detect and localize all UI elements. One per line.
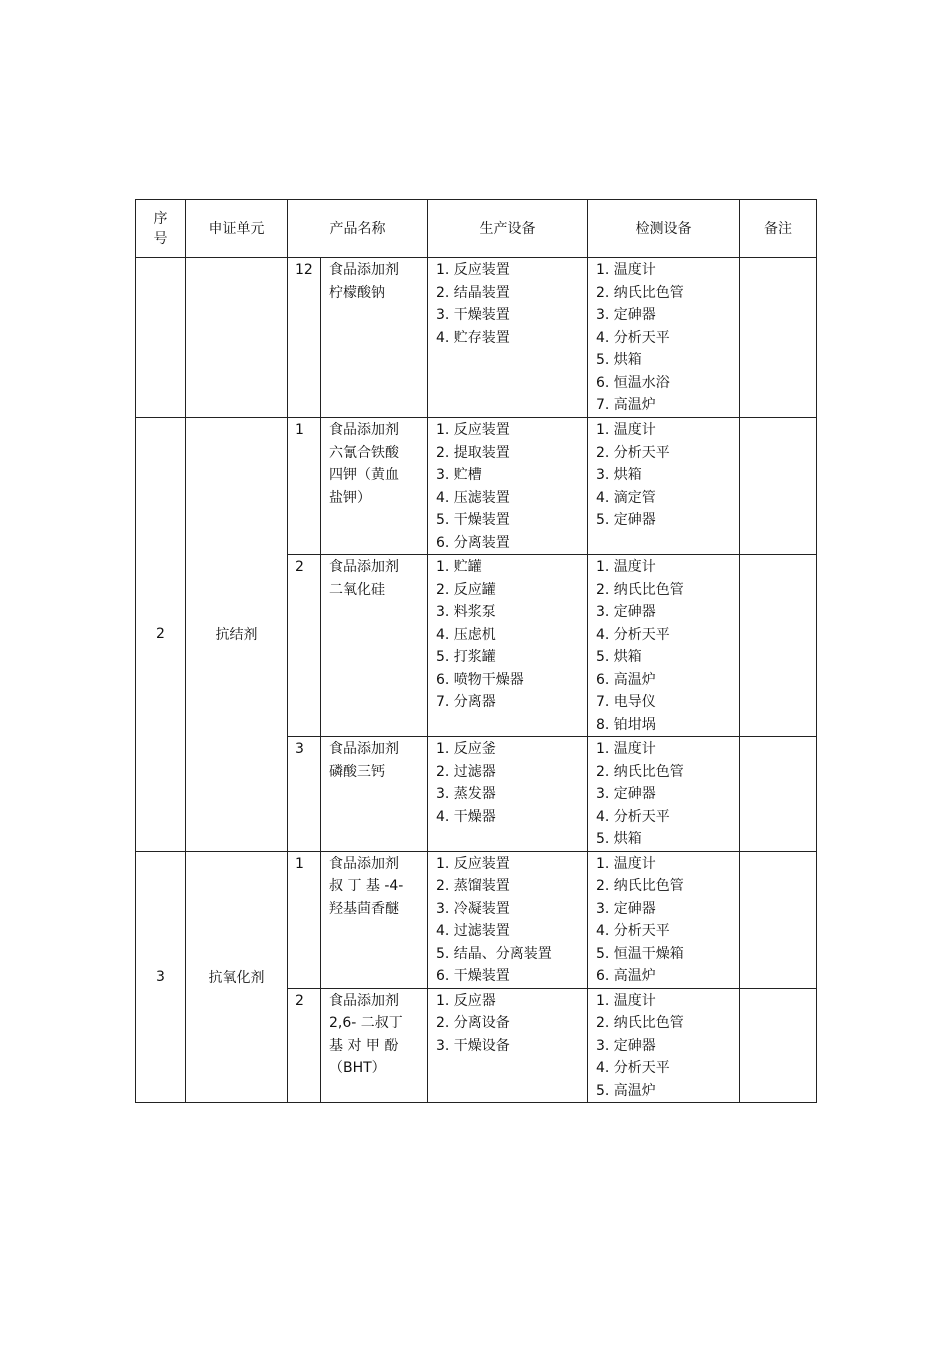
production-equipment-item: 6. 干燥装置 — [436, 968, 510, 984]
sub-seq-text: 2 — [295, 992, 304, 1009]
group-unit-cell: 抗氧化剂 — [186, 851, 288, 1103]
testing-equipment-item: 1. 温度计 — [596, 855, 656, 872]
testing-equipment-item: 3. 定砷器 — [596, 604, 656, 620]
product-name-line: 食品添加剂 — [329, 559, 399, 575]
group-seq-cell — [136, 258, 186, 418]
remarks-cell — [740, 988, 817, 1103]
testing-equipment-item: 4. 分析天平 — [596, 808, 670, 825]
product-name-line: 六氰合铁酸 — [329, 444, 399, 461]
testing-equipment-item: 3. 定砷器 — [596, 1037, 656, 1054]
sub-seq-text: 2 — [295, 559, 304, 575]
production-equipment-item: 4. 干燥器 — [436, 808, 496, 825]
testing-equipment-cell — [588, 258, 740, 418]
product-name-line: （BHT） — [329, 1060, 386, 1076]
testing-equipment-item: 2. 纳氏比色管 — [596, 763, 684, 780]
production-equipment-item: 1. 反应装置 — [436, 262, 510, 278]
table-row — [136, 258, 817, 418]
group-unit-cell — [186, 258, 288, 418]
testing-equipment-cell — [588, 418, 740, 555]
product-name-cell — [321, 851, 428, 988]
sub-seq-cell — [288, 737, 321, 852]
production-equipment-item: 2. 结晶装置 — [436, 284, 510, 301]
testing-equipment-item: 2. 纳氏比色管 — [596, 581, 684, 598]
testing-equipment-item: 4. 分析天平 — [596, 626, 670, 643]
sub-seq-text: 1 — [295, 855, 304, 872]
production-equipment-item: 4. 过滤装置 — [436, 923, 510, 939]
testing-equipment-item: 1. 温度计 — [596, 741, 656, 757]
testing-equipment-item: 2. 纳氏比色管 — [596, 878, 684, 894]
group-seq-cell: 3 — [136, 851, 186, 1103]
production-equipment-item: 2. 蒸馏装置 — [436, 878, 510, 894]
sub-seq-text: 3 — [295, 741, 304, 757]
production-equipment-item: 2. 过滤器 — [436, 763, 496, 780]
header-row — [136, 200, 817, 258]
product-name-line: 基 对 甲 酚 — [329, 1037, 399, 1054]
testing-equipment-item: 2. 纳氏比色管 — [596, 1015, 684, 1031]
product-name-line: 食品添加剂 — [329, 741, 399, 757]
group-unit-cell: 抗结剂 — [186, 418, 288, 852]
production-equipment-item: 2. 提取装置 — [436, 444, 510, 461]
production-equipment-item: 3. 冷凝装置 — [436, 900, 510, 917]
product-name-line: 食品添加剂 — [329, 855, 399, 872]
product-name-line: 盐钾） — [329, 489, 371, 506]
production-equipment-cell — [428, 988, 588, 1103]
production-equipment-item: 1. 反应釜 — [436, 741, 496, 757]
sub-seq-text: 12 — [295, 262, 313, 278]
testing-equipment-item: 3. 定砷器 — [596, 786, 656, 802]
sub-seq-cell — [288, 258, 321, 418]
group-seq-cell: 2 — [136, 418, 186, 852]
remarks-cell — [740, 851, 817, 988]
production-equipment-item: 4. 压虑机 — [436, 626, 496, 643]
header-production: 生产设备 — [428, 200, 588, 258]
product-name-line: 柠檬酸钠 — [329, 284, 385, 301]
testing-equipment-cell — [588, 555, 740, 737]
header-unit: 申证单元 — [186, 200, 288, 258]
testing-equipment-item: 5. 烘箱 — [596, 352, 642, 368]
product-name-line: 磷酸三钙 — [329, 763, 385, 780]
testing-equipment-item: 3. 烘箱 — [596, 467, 642, 483]
testing-equipment-item: 5. 烘箱 — [596, 649, 642, 665]
testing-equipment-item: 5. 烘箱 — [596, 831, 642, 847]
production-equipment-item: 3. 料浆泵 — [436, 604, 496, 620]
production-equipment-item: 1. 反应装置 — [436, 422, 510, 438]
production-equipment-item: 4. 贮存装置 — [436, 329, 510, 346]
sub-seq-cell — [288, 988, 321, 1103]
production-equipment-item: 4. 压滤装置 — [436, 489, 510, 506]
remarks-cell — [740, 737, 817, 852]
testing-equipment-item: 5. 高温炉 — [596, 1082, 656, 1099]
product-name-line: 四钾（黄血 — [329, 467, 399, 483]
production-equipment-cell — [428, 555, 588, 737]
remarks-cell — [740, 555, 817, 737]
testing-equipment-item: 5. 定砷器 — [596, 512, 656, 528]
testing-equipment-item: 1. 温度计 — [596, 262, 656, 278]
testing-equipment-cell — [588, 988, 740, 1103]
testing-equipment-item: 1. 温度计 — [596, 422, 656, 438]
product-name-cell — [321, 988, 428, 1103]
production-equipment-item: 1. 贮罐 — [436, 559, 482, 575]
testing-equipment-item: 4. 滴定管 — [596, 489, 656, 506]
production-equipment-item: 5. 结晶、分离装置 — [436, 945, 552, 962]
product-name-line: 食品添加剂 — [329, 262, 399, 278]
testing-equipment-item: 2. 纳氏比色管 — [596, 284, 684, 301]
production-equipment-item: 3. 蒸发器 — [436, 786, 496, 802]
production-equipment-item: 3. 干燥装置 — [436, 307, 510, 323]
remarks-cell — [740, 258, 817, 418]
production-equipment-item: 7. 分离器 — [436, 694, 496, 710]
product-name-line: 食品添加剂 — [329, 992, 399, 1009]
testing-equipment-cell — [588, 737, 740, 852]
equipment-table — [135, 199, 817, 1103]
testing-equipment-item: 6. 恒温水浴 — [596, 374, 670, 391]
product-name-line: 食品添加剂 — [329, 422, 399, 438]
testing-equipment-cell — [588, 851, 740, 988]
table-row — [136, 418, 817, 555]
header-testing: 检测设备 — [588, 200, 740, 258]
product-name-cell — [321, 737, 428, 852]
production-equipment-cell — [428, 258, 588, 418]
header-remarks: 备注 — [740, 200, 817, 258]
product-name-line: 2,6- 二叔丁 — [329, 1015, 403, 1031]
sub-seq-cell — [288, 418, 321, 555]
testing-equipment-item: 6. 高温炉 — [596, 968, 656, 984]
table-body — [136, 258, 817, 1103]
production-equipment-item: 3. 贮槽 — [436, 467, 482, 483]
production-equipment-item: 2. 分离设备 — [436, 1015, 510, 1031]
production-equipment-item: 5. 打浆罐 — [436, 649, 496, 665]
sub-seq-text: 1 — [295, 422, 304, 438]
production-equipment-cell — [428, 418, 588, 555]
table-row — [136, 851, 817, 988]
header-product: 产品名称 — [288, 200, 428, 258]
testing-equipment-item: 1. 温度计 — [596, 992, 656, 1009]
production-equipment-item: 5. 干燥装置 — [436, 512, 510, 528]
testing-equipment-item: 7. 电导仪 — [596, 694, 656, 710]
product-name-cell — [321, 555, 428, 737]
product-name-line: 羟基茴香醚 — [329, 900, 399, 917]
testing-equipment-item: 8. 铂坩埚 — [596, 716, 656, 733]
testing-equipment-item: 7. 高温炉 — [596, 397, 656, 413]
sub-seq-cell — [288, 555, 321, 737]
production-equipment-cell — [428, 851, 588, 988]
product-name-line: 叔 丁 基 -4- — [329, 878, 404, 894]
production-equipment-item: 3. 干燥设备 — [436, 1037, 510, 1054]
product-name-line: 二氧化硅 — [329, 581, 385, 598]
testing-equipment-item: 1. 温度计 — [596, 559, 656, 575]
production-equipment-item: 1. 反应器 — [436, 992, 496, 1009]
testing-equipment-item: 4. 分析天平 — [596, 1060, 670, 1076]
header-seq: 序 号 — [136, 200, 186, 258]
testing-equipment-item: 3. 定砷器 — [596, 307, 656, 323]
testing-equipment-item: 6. 高温炉 — [596, 671, 656, 688]
testing-equipment-item: 3. 定砷器 — [596, 900, 656, 917]
testing-equipment-item: 5. 恒温干燥箱 — [596, 945, 684, 962]
testing-equipment-item: 4. 分析天平 — [596, 329, 670, 346]
product-name-cell — [321, 418, 428, 555]
production-equipment-item: 6. 分离装置 — [436, 534, 510, 551]
sub-seq-cell — [288, 851, 321, 988]
testing-equipment-item: 4. 分析天平 — [596, 923, 670, 939]
production-equipment-item: 2. 反应罐 — [436, 581, 496, 598]
production-equipment-item: 1. 反应装置 — [436, 855, 510, 872]
product-name-cell — [321, 258, 428, 418]
testing-equipment-item: 2. 分析天平 — [596, 444, 670, 461]
production-equipment-cell — [428, 737, 588, 852]
production-equipment-item: 6. 喷物干燥器 — [436, 671, 524, 688]
remarks-cell — [740, 418, 817, 555]
